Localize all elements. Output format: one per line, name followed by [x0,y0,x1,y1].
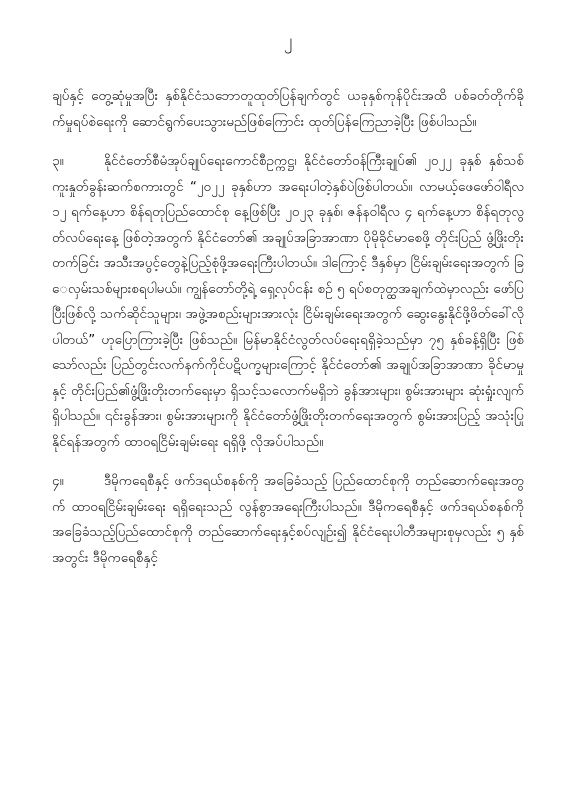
paragraph-text: ဒီမိုကရေစီနှင့် ဖက်ဒရယ်စနစ်ကို အခြေခံသည့် ပြည်ထောင်စုကို တည်ဆောက်ရေးအတွက် ထာဝရငြိမ်းချမ်းရေး ရရှိရေးသည် လွန်စွာအရေးကြီးပါသည်။ ဒီမိုကရေစီနှင့် ဖက်ဒရယ်စနစ်ကို အခြေခံသည့်ပြည်ထောင်စုကို တည်ဆောက်ရေးနှင့်စပ်လျဉ်း၍ နိုင်ငံရေးပါတီအများစုမှလည်း ၅ နှစ်အတွင်း ဒီမိုကရေစီနှင့် [52,473,524,566]
paragraph-4 [52,469,524,571]
paragraph-number: ၃။ [52,153,64,169]
paragraph-text: နိုင်ငံတော်စီမံအုပ်ချုပ်ရေးကောင်စီဥက္ကဋ္ဌ၊ နိုင်ငံတော်ဝန်ကြီးချုပ်၏ ၂၀၂၂ ခုနှစ် နှစ်သစ်ကူးနှုတ်ခွန်းဆက်စကားတွင် “၂၀၂၂ ခုနှစ်ဟာ အရေးပါတဲ့နှစ်ပဲဖြစ်ပါတယ်။ လာမယ့်ဖေဖော်ဝါရီလ ၁၂ ရက်နေ့ဟာ စိန်ရတုပြည်ထောင်စု နေ့ဖြစ်ပြီး ၂၀၂၃ ခုနှစ်၊ ဇန်နဝါရီလ ၄ ရက်နေ့ဟာ စိန်ရတုလွတ်လပ်ရေးနေ့ ဖြစ်တဲ့အတွက် နိုင်ငံတော်၏ အချုပ်အခြာအာဏာ ပိုမိုခိုင်မာစေဖို့ တိုင်းပြည် ဖွံ့ဖြိုးတိုးတက်ခြင်း အသီးအပွင့်တွေနဲ့ပြည့်စုံဖို့အရေးကြီးပါတယ်။ ဒါကြောင့် ဒီနှစ်မှာ ငြိမ်းချမ်းရေးအတွက် ခြေလှမ်းသစ်များစရပါမယ်။ ကျွန်တော်တို့ရဲ့ ရှေ့လုပ်ငန်း စဉ် ၅ ရပ်စတုတ္ထအချက်ထဲမှာလည်း ဖော်ပြပြီးဖြစ်လို့ သက်ဆိုင်သူများ၊ အဖွဲ့အစည်းများအားလုံး ငြိမ်းချမ်းရေးအတွက် ဆွေးနွေးနိုင်ဖို့ဖိတ်ခေါ်လိုပါတယ်” ဟုပြောကြားခဲ့ပြီး ဖြစ်သည်။ မြန်မာနိုင်ငံလွတ်လပ်ရေးရရှိခဲ့သည်မှာ ၇၅ နှစ်ခန့်ရှိပြီး ဖြစ်သော်လည်း ပြည်တွင်းလက်နက်ကိုင်ပဋိပက္ခများကြောင့် နိုင်ငံတော်၏ အချုပ်အခြာအာဏာ ခိုင်မာမှုနှင့် တိုင်းပြည်၏ဖွံ့ဖြိုးတိုးတက်ရေးမှာ ရှိသင့်သလောက်မရှိဘဲ ခွန်အားများ၊ စွမ်းအားများ ဆုံးရှုံးလျက်ရှိပါသည်။ ၎င်းခွန်အား၊ စွမ်းအားများကို နိုင်ငံတော်ဖွံ့ဖြိုးတိုးတက်ရေးအတွက် စွမ်းအားပြည့် အသုံးပြုနိုင်ရန်အတွက် ထာဝရငြိမ်းချမ်းရေး ရရှိဖို့ လိုအပ်ပါသည်။ [52,153,524,450]
paragraph-3 [52,149,524,455]
paragraph-continued [52,84,524,135]
paragraph-text: ချပ်နှင့် တွေ့ဆုံမှုအပြီး နှစ်နိုင်ငံသဘောတူထုတ်ပြန်ချက်တွင် ယခုနှစ်ကုန်ပိုင်းအထိ ပစ်ခတ်တိုက်ခိုက်မှုရပ်စဲရေးကို ဆောင်ရွက်ပေးသွားမည်ဖြစ်ကြောင်း ထုတ်ပြန်ကြေညာခဲ့ပြီး ဖြစ်ပါသည်။ [52,88,524,130]
page-number: ၂ [283,31,293,51]
paragraph-number: ၄။ [52,473,64,489]
